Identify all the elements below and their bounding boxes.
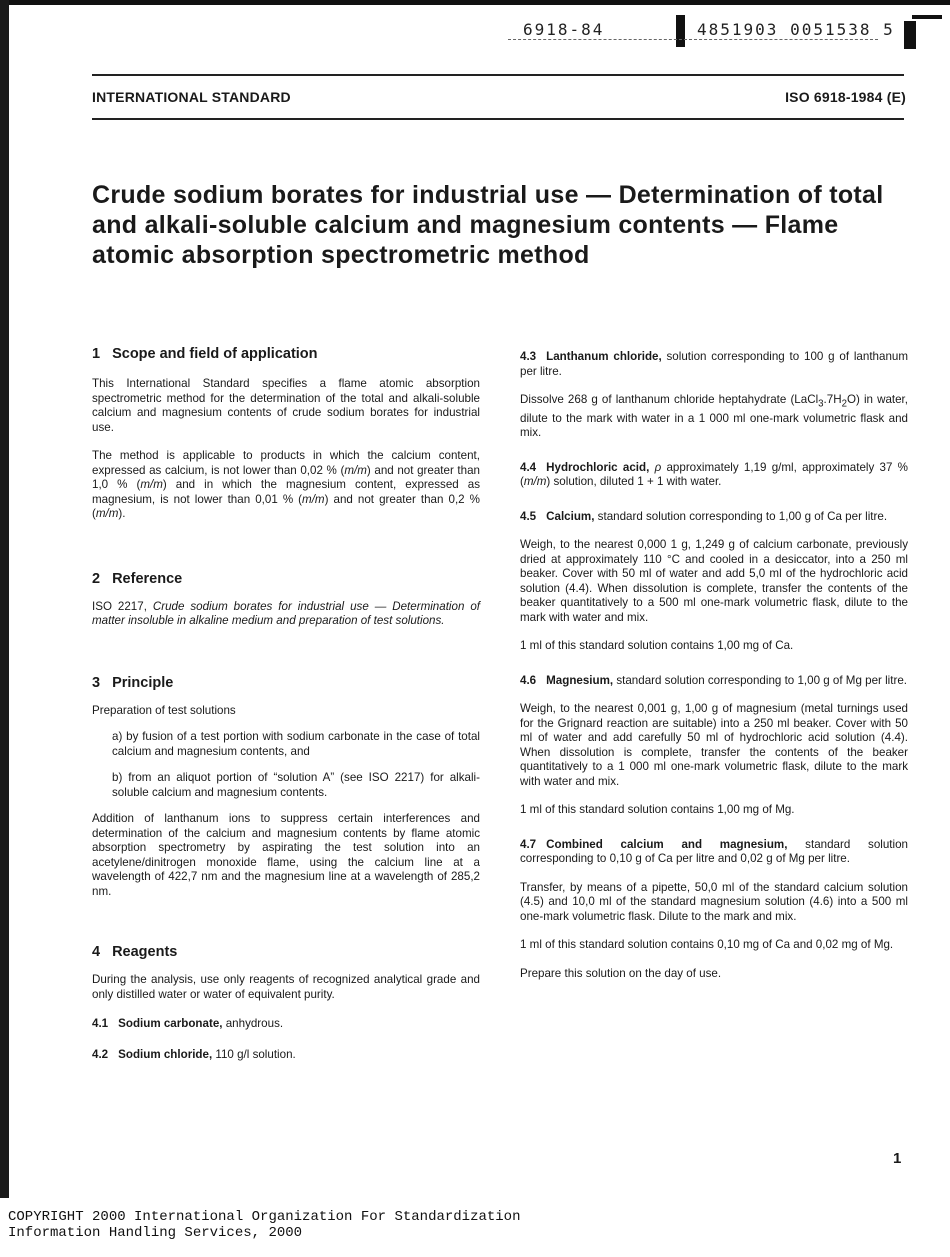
list-item: a) by fusion of a test portion with sodium carbonate in the case of total calcium and magnesium contents, and (112, 730, 480, 758)
paragraph: Preparation of test solutions (92, 703, 236, 717)
section-title: Scope and field of application (112, 346, 318, 362)
section-heading (92, 345, 480, 363)
subsection: 4.1 Sodium carbonate, anhydrous. (92, 1017, 284, 1030)
subsection: 4.2 Sodium chloride, 110 g/l solution. (92, 1047, 296, 1061)
paragraph: Prepare this solution on the day of use. (520, 966, 722, 980)
header-rule-top (92, 74, 904, 76)
section-number: 1 (92, 346, 101, 362)
subsection: 4.4 Hydrochloric acid, ρ approximately 1,19 g/ml, approximately 37 % (m/m) solution, diluted 1 + 1 with water. (520, 460, 908, 489)
section-number: 4 (92, 944, 101, 960)
section-heading (92, 943, 480, 961)
section-heading (92, 674, 480, 692)
copyright-line: COPYRIGHT 2000 International Organization For Standardization (8, 1209, 521, 1225)
section-title: Principle (112, 674, 174, 691)
scan-top-edge (0, 0, 950, 5)
subsection: 4.5 Calcium, standard solution corresponding to 1,00 g of Ca per litre. (520, 509, 888, 523)
header-standard-number: ISO 6918-1984 (E) (785, 89, 906, 105)
scan-code-left: 6918-84 (523, 20, 605, 39)
paragraph: Dissolve 268 g of lanthanum chloride heptahydrate $(LaCl_3.7H_2O)$ in water, dilute to the mark with water in a 1 000 ml one-mark volumetric flask and mix. (520, 393, 909, 440)
header-rule-bottom (92, 118, 904, 120)
left-column (92, 345, 480, 1062)
section-title: Reference (112, 570, 183, 587)
subsection: 4.7 Combined calcium and magnesium, standard solution corresponding to 0,10 g of Ca per litre and 0,02 g of Mg per litre. (520, 837, 908, 866)
scan-mark (912, 15, 942, 19)
paragraph: During the analysis, use only reagents of recognized analytical grade and only distilled water or water of equivalent purity. (92, 973, 480, 1001)
section-title: Reagents (112, 944, 178, 960)
scan-mark (904, 21, 916, 49)
paragraph: 1 ml of this standard solution contains 0,10 mg of Ca and 0,02 mg of Mg. (520, 938, 894, 952)
scan-code-right: 4851903 0051538 5 (697, 20, 895, 39)
paragraph: Weigh, to the nearest 0,001 g, 1,00 g of magnesium (metal turnings used for the Grignard reaction are suitable) into a 250 ml beaker. Cover with 50 ml of water and add carefully 50 ml of hydrochloric acid solution (4.4). When dissolution is complete, transfer the contents of the beaker quantitatively to a 1 000 ml one-mark volumetric flask, dilute to the mark with water and mix. (520, 702, 908, 788)
right-column (520, 345, 908, 981)
paragraph: Transfer, by means of a pipette, 50,0 ml of the standard calcium solution (4.5) and 10,0 ml of the standard magnesium solution (4.6) into a 500 ml one-mark volumetric flask. Dilute to the mark and mix. (520, 880, 908, 923)
section-number: 3 (92, 674, 101, 691)
scan-left-edge (0, 0, 9, 1198)
paragraph: 1 ml of this standard solution contains 1,00 mg of Mg. (520, 803, 795, 817)
paragraph: The method is applicable to products in which the calcium content, expressed as calcium, is not lower than 0,02 % (m/m) and not greater than 1,0 % (m/m) and in which the magnesium content, expressed as magnesium, is not lower than 0,01 % (m/m) and not greater than 0,2 % (m/m). (92, 449, 480, 520)
header-standard-type: INTERNATIONAL STANDARD (92, 89, 291, 105)
list-item: b) from an aliquot portion of “solution A” (see ISO 2217) for alkali-soluble calcium and magnesium contents. (112, 771, 480, 799)
paragraph: Weigh, to the nearest 0,000 1 g, 1,249 g of calcium carbonate, previously dried at approximately 110 °C and cooled in a desiccator, into a 250 ml beaker. Cover with 50 ml of water and add 5,0 ml of the hydrochloric acid solution (4.4). When dissolution is complete, transfer the contents of the beaker quantitatively to a 500 ml one-mark volumetric flask, dilute to the mark with water and mix. (520, 538, 908, 624)
paragraph: This International Standard specifies a flame atomic absorption spectrometric method for the determination of the total and alkali-soluble calcium and magnesium contents of crude sodium borates for industrial use. (92, 377, 480, 434)
scan-underline (508, 39, 878, 40)
scan-mark (676, 15, 685, 47)
section-number: 2 (92, 570, 101, 587)
subsection: 4.6 Magnesium, standard solution corresponding to 1,00 g of Mg per litre. (520, 673, 908, 687)
document-title: Crude sodium borates for industrial use — Determination of total and alkali-soluble calcium and magnesium contents — Flame atomic absorption spectrometric method (92, 181, 884, 269)
page-number: 1 (893, 1150, 902, 1167)
paragraph: ISO 2217, Crude sodium borates for industrial use — Determination of matter insoluble in alkaline medium and preparation of test solutions. (92, 599, 480, 627)
paragraph: 1 ml of this standard solution contains 1,00 mg of Ca. (520, 639, 794, 653)
subsection: 4.3 Lanthanum chloride, solution corresponding to 100 g of lanthanum per litre. (520, 350, 908, 378)
paragraph: Addition of lanthanum ions to suppress certain interferences and determination of the calcium and magnesium contents by flame atomic absorption spectrometry by aspirating the test solution into an acetylene/dinitrogen monoxide flame, using the calcium line at a wavelength of 422,7 nm and the magnesium line at a wavelength of 285,2 nm. (92, 812, 480, 898)
section-heading (92, 570, 480, 588)
copyright-line: Information Handling Services, 2000 (8, 1225, 303, 1241)
